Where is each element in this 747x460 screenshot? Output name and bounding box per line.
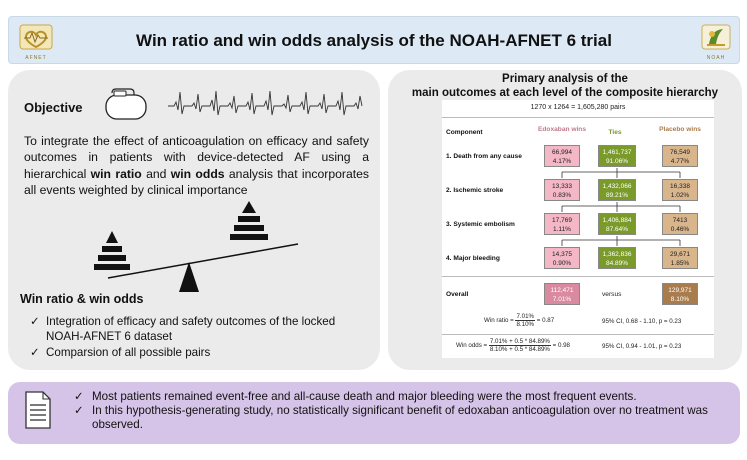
win-odds-formula: Win odds = $\frac{7.01\% + 0.5 * 84.89\%}{8.10\% + 0.5 * 84.89\%}$ = 0.98 (456, 338, 571, 353)
versus-label: versus (602, 291, 622, 298)
objective-title: Objective (24, 100, 83, 115)
page-title: Win ratio and win odds analysis of the NOAH-AFNET 6 trial (136, 31, 612, 50)
document-icon (24, 391, 52, 429)
cell-edoxaban-embolism: 17,769 1.11% (544, 213, 580, 235)
header-banner (8, 16, 740, 64)
win-section-bullets (30, 314, 360, 361)
primary-analysis-panel (388, 70, 742, 370)
primary-analysis-title: Primary analysis of the main outcomes at each level of the composite hierarchy (411, 73, 719, 99)
col-header-edoxaban: Edoxaban wins (538, 126, 586, 133)
row-label-death: 1. Death from any cause (446, 153, 522, 160)
col-header-component: Component (446, 129, 483, 136)
conclusion-banner (8, 382, 740, 444)
cell-placebo-stroke: 16,338 1.02% (662, 179, 698, 201)
cell-placebo-embolism: 7413 0.46% (662, 213, 698, 235)
col-header-ties: Ties (608, 129, 622, 136)
conclusion-list (74, 390, 734, 432)
win-section-title: Win ratio & win odds (20, 292, 144, 306)
pacemaker-device-icon (100, 87, 160, 123)
row-label-overall: Overall (446, 291, 469, 298)
objective-panel (8, 70, 380, 370)
cell-ties-stroke: 1,432,066 89.21% (598, 179, 636, 201)
row-label-ischemic-stroke: 2. Ischemic stroke (446, 187, 504, 194)
row-label-major-bleeding: 4. Major bleeding (446, 255, 500, 262)
list-item: ✓ Integration of efficacy and safety outcomes of the locked NOAH-AFNET 6 dataset (30, 314, 360, 344)
cell-ties-embolism: 1,406,884 87.64% (598, 213, 636, 235)
list-item: ✓ In this hypothesis-generating study, no statistically significant benefit of edoxaban anticoagulation over no treatment was observed. (74, 404, 734, 432)
cell-edoxaban-overall: 112,471 7.01% (544, 283, 580, 305)
cell-edoxaban-bleeding: 14,375 0.90% (544, 247, 580, 269)
list-item: ✓ Most patients remained event-free and all-cause death and major bleeding were the most frequent events. (74, 390, 734, 404)
balance-scale-icon (78, 198, 338, 294)
cell-edoxaban-death: 66,994 4.17% (544, 145, 580, 167)
cell-ties-death: 1,461,737 91.06% (598, 145, 636, 167)
divider (442, 276, 714, 277)
win-ratio-formula: Win ratio = $\frac{7.01\%}{8.10\%}$ = 0.87 (484, 313, 555, 328)
win-odds-ci: 95% CI, 0.94 - 1.01, p = 0.23 (602, 343, 682, 350)
noah-logo-caption: NOAH (706, 55, 726, 61)
col-header-placebo: Placebo wins (659, 126, 701, 133)
row-label-systemic-embolism: 3. Systemic embolism (446, 221, 515, 228)
afnet-logo-caption: AFNET (25, 55, 47, 61)
cell-edoxaban-stroke: 13,333 0.83% (544, 179, 580, 201)
results-table (442, 100, 714, 358)
pairs-count: 1270 x 1264 = 1,605,280 pairs (530, 104, 626, 111)
cell-placebo-overall: 129,971 8.10% (662, 283, 698, 305)
divider (442, 334, 714, 335)
cell-placebo-bleeding: 29,671 1.85% (662, 247, 698, 269)
objective-text: To integrate the effect of anticoagulation on efficacy and safety outcomes in patients with device-detected AF using a hierarchical win ratio and win odds analysis that incorporates all events weighted by clinical importance (24, 134, 370, 197)
ecg-trace-icon (168, 88, 363, 118)
noah-logo-icon (701, 24, 731, 61)
list-item: ✓ Comparsion of all possible pairs (30, 345, 360, 360)
cell-placebo-death: 76,549 4.77% (662, 145, 698, 167)
win-ratio-ci: 95% CI, 0.68 - 1.10, p = 0.23 (602, 318, 682, 325)
cell-ties-bleeding: 1,362,836 84.89% (598, 247, 636, 269)
